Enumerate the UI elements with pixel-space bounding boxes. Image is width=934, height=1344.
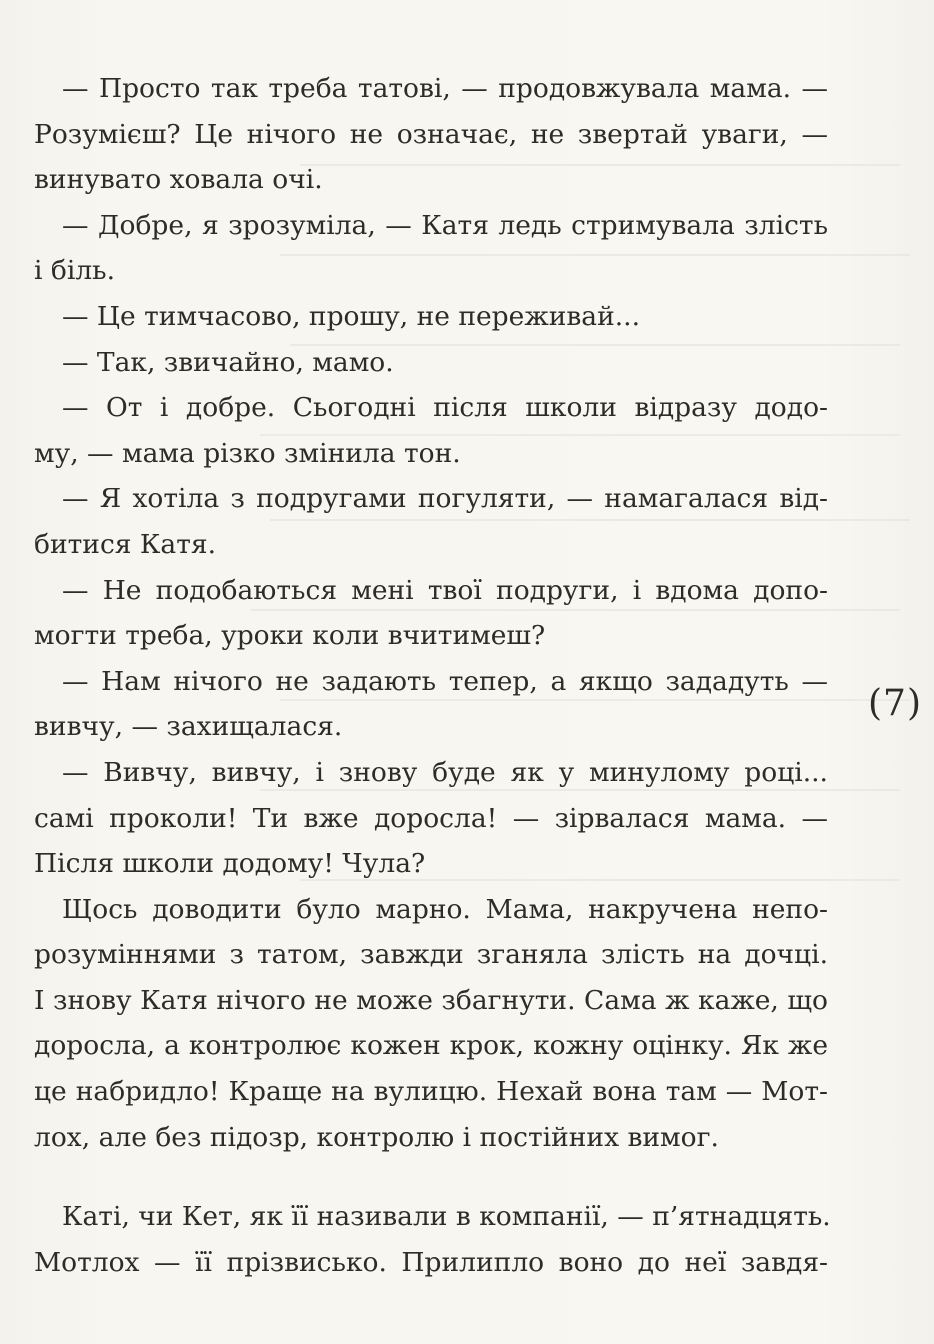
- text-line: це набридло! Краще на вулицю. Нехай вона там — Мот-: [34, 1076, 828, 1108]
- text-line: — Добре, я зрозуміла, — Катя ледь стримувала злість: [62, 209, 828, 241]
- text-line: і біль.: [34, 255, 116, 287]
- text-line: битися Катя.: [34, 528, 217, 560]
- section-break: [34, 1160, 828, 1194]
- text-line: — От і добре. Сьогодні після школи відразу додо-: [62, 392, 828, 424]
- text-line: Каті, чи Кет, як її називали в компанії, — п’ятнадцять.: [62, 1201, 831, 1233]
- text-line: самі проколи! Ти вже доросла! — зірвалася мама. —: [34, 802, 828, 834]
- page-text: [34, 66, 831, 1285]
- text-line: Щось доводити було марно. Мама, накручена непо-: [62, 893, 828, 925]
- text-line: Мотлох — її прізвисько. Прилипло воно до неї завдя-: [34, 1246, 828, 1278]
- text-line: лох, але без підозр, контролю і постійних вимог.: [34, 1121, 719, 1153]
- text-line: — Це тимчасово, прошу, не переживай...: [62, 300, 641, 332]
- text-line: розуміннями з татом, завжди зганяла злість на дочці.: [34, 939, 828, 971]
- text-line: Після школи додому! Чула?: [34, 848, 426, 880]
- text-line: Розумієш? Це нічого не означає, не звертай уваги, —: [34, 118, 828, 150]
- text-line: — Не подобаються мені твої подруги, і вдома допо-: [62, 574, 828, 606]
- text-line: му, — мама різко змінила тон.: [34, 437, 461, 469]
- text-line: винувато ховала очі.: [34, 164, 323, 196]
- page-number: (7): [868, 683, 922, 724]
- text-line: могти треба, уроки коли вчитимеш?: [34, 620, 546, 652]
- text-line: вивчу, — захищалася.: [34, 711, 343, 743]
- text-line: — Просто так треба татові, — продовжувала мама. —: [62, 73, 828, 104]
- text-line: — Я хотіла з подругами погуляти, — намагалася від-: [62, 483, 828, 515]
- text-line: — Нам нічого не задають тепер, а якщо зададуть —: [62, 665, 828, 697]
- text-line: І знову Катя нічого не може збагнути. Сама ж каже, що: [34, 984, 828, 1016]
- text-line: — Вивчу, вивчу, і знову буде як у минулому році...: [62, 756, 828, 788]
- text-line: доросла, а контролює кожен крок, кожну оцінку. Як же: [34, 1030, 828, 1062]
- text-line: — Так, звичайно, мамо.: [62, 346, 394, 378]
